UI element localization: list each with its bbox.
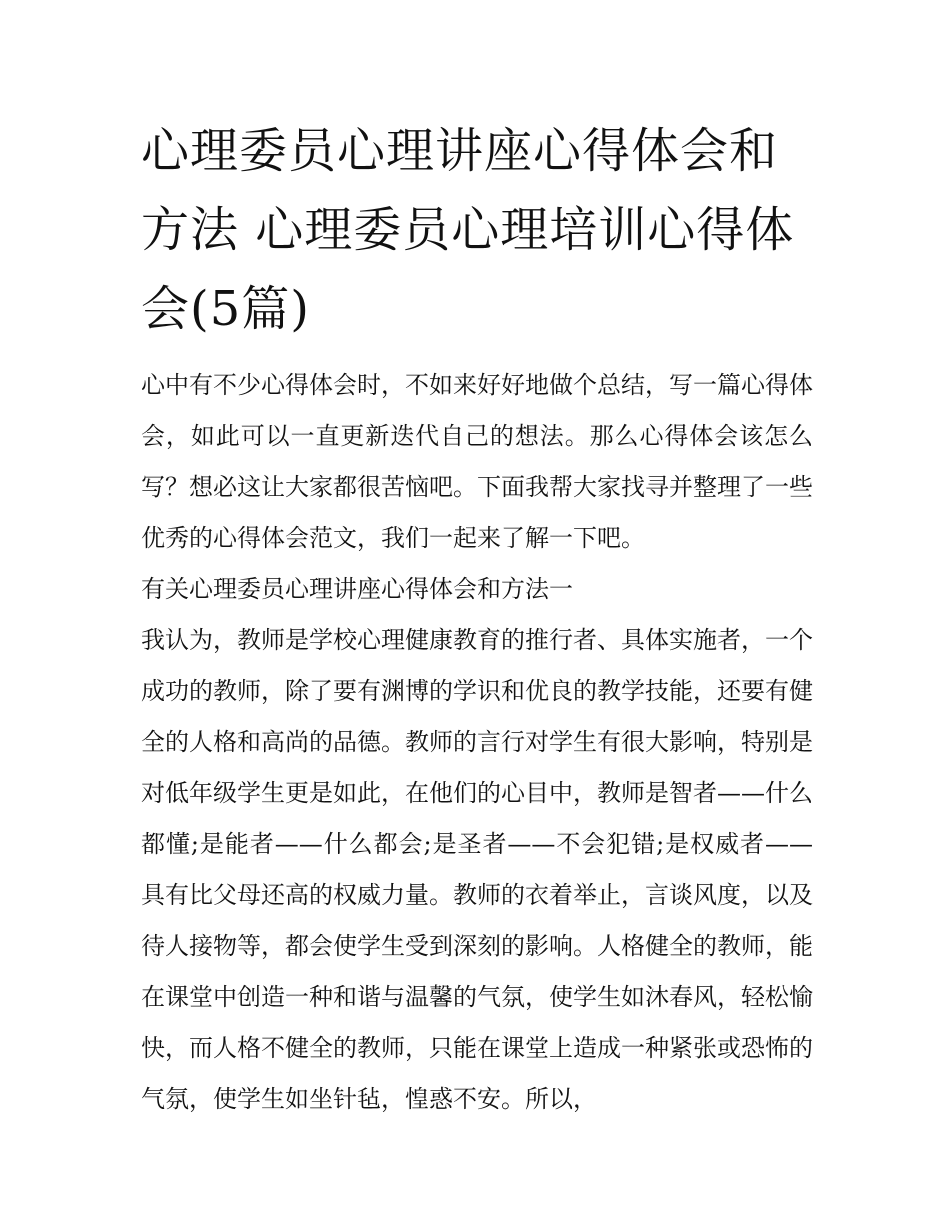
body-paragraph: 我认为，教师是学校心理健康教育的推行者、具体实施者，一个成功的教师，除了要有渊博的学识和优良的教学技能，还要有健全的人格和高尚的品德。教师的言行对学生有很大影响，特别是对低年级学生更是如此，在他们的心目中，教师是智者——什么都懂;是能者——什么都会;是圣者——不会犯错;是权威者——具有比父母还高的权威力量。教师的衣着举止，言谈风度，以及待人接物等，都会使学生受到深刻的影响。人格健全的教师，能在课堂中创造一种和谐与温馨的气氛，使学生如沐春风，轻松愉快，而人格不健全的教师，只能在课堂上造成一种紧张或恐怖的气氛，使学生如坐针毡，惶惑不安。所以， xyxy=(141,626,813,1113)
section-heading: 有关心理委员心理讲座心得体会和方法一 xyxy=(141,575,573,603)
intro-paragraph: 心中有不少心得体会时，不如来好好地做个总结，写一篇心得体会，如此可以一直更新迭代自己的想法。那么心得体会该怎么写？想必这让大家都很苦恼吧。下面我帮大家找寻并整理了一些优秀的心得体会范文，我们一起来了解一下吧。 xyxy=(141,371,813,552)
document-title: 心理委员心理讲座心得体会和方法 心理委员心理培训心得体会(5篇) xyxy=(141,123,795,337)
document-page xyxy=(141,112,813,1125)
